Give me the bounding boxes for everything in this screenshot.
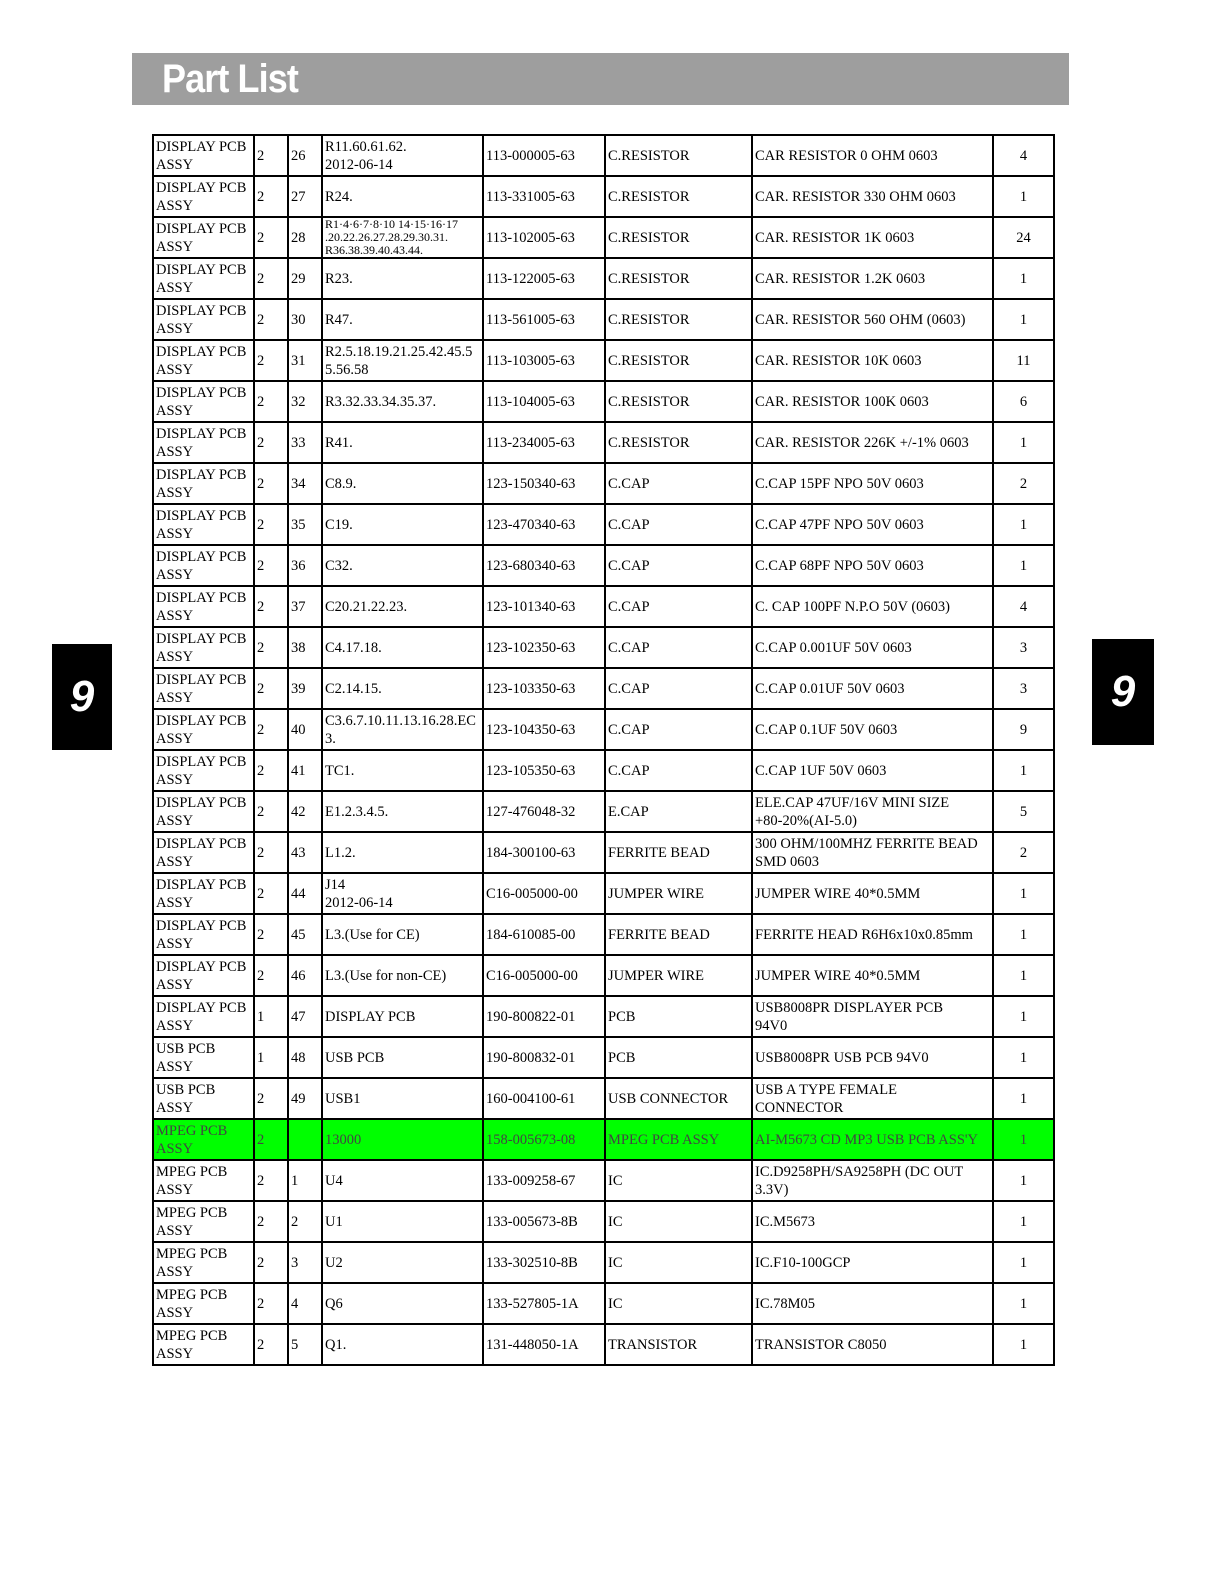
- location-cell: R11.60.61.62. 2012-06-14: [322, 135, 483, 176]
- part-number-cell: 133-302510-8B: [483, 1242, 605, 1283]
- part-number-cell: C16-005000-00: [483, 955, 605, 996]
- level-cell: 1: [254, 996, 288, 1037]
- level-cell: 2: [254, 1283, 288, 1324]
- part-type-cell: JUMPER WIRE: [605, 955, 752, 996]
- assembly-cell: DISPLAY PCB ASSY: [153, 176, 254, 217]
- part-type-cell: FERRITE BEAD: [605, 914, 752, 955]
- assembly-cell: DISPLAY PCB ASSY: [153, 135, 254, 176]
- level-cell: 2: [254, 668, 288, 709]
- part-type-cell: C.CAP: [605, 750, 752, 791]
- description-cell: TRANSISTOR C8050: [752, 1324, 993, 1365]
- item-number-cell: 44: [288, 873, 322, 914]
- part-number-cell: 123-150340-63: [483, 463, 605, 504]
- table-row: [153, 135, 1054, 176]
- level-cell: 2: [254, 1119, 288, 1160]
- part-type-cell: FERRITE BEAD: [605, 832, 752, 873]
- item-number-cell: 26: [288, 135, 322, 176]
- location-cell: E1.2.3.4.5.: [322, 791, 483, 832]
- assembly-cell: DISPLAY PCB ASSY: [153, 955, 254, 996]
- item-number-cell: 1: [288, 1160, 322, 1201]
- part-type-cell: IC: [605, 1242, 752, 1283]
- assembly-cell: MPEG PCB ASSY: [153, 1242, 254, 1283]
- part-type-cell: C.CAP: [605, 627, 752, 668]
- location-cell: U2: [322, 1242, 483, 1283]
- quantity-cell: 1: [993, 873, 1054, 914]
- item-number-cell: 36: [288, 545, 322, 586]
- location-cell: L3.(Use for CE): [322, 914, 483, 955]
- level-cell: 2: [254, 914, 288, 955]
- assembly-cell: MPEG PCB ASSY: [153, 1119, 254, 1160]
- level-cell: 2: [254, 422, 288, 463]
- location-cell: C20.21.22.23.: [322, 586, 483, 627]
- description-cell: CAR RESISTOR 0 OHM 0603: [752, 135, 993, 176]
- table-row: [153, 217, 1054, 258]
- part-type-cell: IC: [605, 1160, 752, 1201]
- assembly-cell: MPEG PCB ASSY: [153, 1160, 254, 1201]
- part-number-cell: 113-331005-63: [483, 176, 605, 217]
- item-number-cell: 32: [288, 381, 322, 422]
- location-cell: R41.: [322, 422, 483, 463]
- part-number-cell: 123-680340-63: [483, 545, 605, 586]
- assembly-cell: DISPLAY PCB ASSY: [153, 381, 254, 422]
- part-type-cell: TRANSISTOR: [605, 1324, 752, 1365]
- chapter-tab-right: 9: [1092, 639, 1154, 745]
- description-cell: 300 OHM/100MHZ FERRITE BEAD SMD 0603: [752, 832, 993, 873]
- item-number-cell: 43: [288, 832, 322, 873]
- assembly-cell: MPEG PCB ASSY: [153, 1283, 254, 1324]
- item-number-cell: 38: [288, 627, 322, 668]
- table-row: [153, 258, 1054, 299]
- location-cell: R47.: [322, 299, 483, 340]
- description-cell: CAR. RESISTOR 1.2K 0603: [752, 258, 993, 299]
- description-cell: C.CAP 68PF NPO 50V 0603: [752, 545, 993, 586]
- table-row: [153, 1324, 1054, 1365]
- quantity-cell: 1: [993, 1037, 1054, 1078]
- assembly-cell: DISPLAY PCB ASSY: [153, 340, 254, 381]
- part-number-cell: 123-103350-63: [483, 668, 605, 709]
- location-cell: U4: [322, 1160, 483, 1201]
- table-row: [153, 545, 1054, 586]
- assembly-cell: MPEG PCB ASSY: [153, 1201, 254, 1242]
- part-type-cell: C.RESISTOR: [605, 217, 752, 258]
- assembly-cell: DISPLAY PCB ASSY: [153, 668, 254, 709]
- description-cell: C. CAP 100PF N.P.O 50V (0603): [752, 586, 993, 627]
- item-number-cell: 39: [288, 668, 322, 709]
- quantity-cell: 1: [993, 545, 1054, 586]
- description-cell: JUMPER WIRE 40*0.5MM: [752, 873, 993, 914]
- quantity-cell: 24: [993, 217, 1054, 258]
- part-type-cell: C.CAP: [605, 463, 752, 504]
- assembly-cell: DISPLAY PCB ASSY: [153, 914, 254, 955]
- location-cell: C19.: [322, 504, 483, 545]
- quantity-cell: 3: [993, 668, 1054, 709]
- quantity-cell: 1: [993, 1242, 1054, 1283]
- location-cell: 13000: [322, 1119, 483, 1160]
- quantity-cell: 1: [993, 299, 1054, 340]
- description-cell: USB8008PR DISPLAYER PCB 94V0: [752, 996, 993, 1037]
- level-cell: 2: [254, 135, 288, 176]
- part-number-cell: 123-102350-63: [483, 627, 605, 668]
- description-cell: CAR. RESISTOR 226K +/-1% 0603: [752, 422, 993, 463]
- level-cell: 2: [254, 627, 288, 668]
- description-cell: CAR. RESISTOR 1K 0603: [752, 217, 993, 258]
- item-number-cell: 2: [288, 1201, 322, 1242]
- description-cell: CAR. RESISTOR 330 OHM 0603: [752, 176, 993, 217]
- assembly-cell: DISPLAY PCB ASSY: [153, 299, 254, 340]
- item-number-cell: 45: [288, 914, 322, 955]
- location-cell: R24.: [322, 176, 483, 217]
- description-cell: IC.D9258PH/SA9258PH (DC OUT 3.3V): [752, 1160, 993, 1201]
- level-cell: 2: [254, 545, 288, 586]
- description-cell: C.CAP 15PF NPO 50V 0603: [752, 463, 993, 504]
- part-type-cell: C.RESISTOR: [605, 340, 752, 381]
- item-number-cell: 49: [288, 1078, 322, 1119]
- description-cell: IC.F10-100GCP: [752, 1242, 993, 1283]
- assembly-cell: USB PCB ASSY: [153, 1037, 254, 1078]
- quantity-cell: 4: [993, 586, 1054, 627]
- description-cell: C.CAP 0.01UF 50V 0603: [752, 668, 993, 709]
- location-cell: R3.32.33.34.35.37.: [322, 381, 483, 422]
- item-number-cell: 34: [288, 463, 322, 504]
- part-type-cell: IC: [605, 1201, 752, 1242]
- part-type-cell: C.CAP: [605, 668, 752, 709]
- location-cell: USB PCB: [322, 1037, 483, 1078]
- part-type-cell: IC: [605, 1283, 752, 1324]
- location-cell: R1·4·6·7·8·10 14·15·16·17 .20.22.26.27.28.29.30.31. R36.38.39.40.43.44.: [322, 217, 483, 258]
- part-type-cell: USB CONNECTOR: [605, 1078, 752, 1119]
- quantity-cell: 1: [993, 996, 1054, 1037]
- part-type-cell: C.CAP: [605, 709, 752, 750]
- table-row: [153, 996, 1054, 1037]
- item-number-cell: [288, 1119, 322, 1160]
- description-cell: CAR. RESISTOR 100K 0603: [752, 381, 993, 422]
- description-cell: C.CAP 0.1UF 50V 0603: [752, 709, 993, 750]
- description-cell: C.CAP 1UF 50V 0603: [752, 750, 993, 791]
- table-row: [153, 1242, 1054, 1283]
- table-row: [153, 873, 1054, 914]
- description-cell: FERRITE HEAD R6H6x10x0.85mm: [752, 914, 993, 955]
- part-type-cell: C.RESISTOR: [605, 381, 752, 422]
- level-cell: 2: [254, 299, 288, 340]
- location-cell: R23.: [322, 258, 483, 299]
- assembly-cell: DISPLAY PCB ASSY: [153, 586, 254, 627]
- quantity-cell: 1: [993, 422, 1054, 463]
- table-row: [153, 914, 1054, 955]
- table-row: [153, 955, 1054, 996]
- part-number-cell: 158-005673-08: [483, 1119, 605, 1160]
- assembly-cell: DISPLAY PCB ASSY: [153, 627, 254, 668]
- item-number-cell: 28: [288, 217, 322, 258]
- table-row: [153, 340, 1054, 381]
- location-cell: USB1: [322, 1078, 483, 1119]
- description-cell: AI-M5673 CD MP3 USB PCB ASS'Y: [752, 1119, 993, 1160]
- table-row: [153, 709, 1054, 750]
- part-number-cell: 123-104350-63: [483, 709, 605, 750]
- location-cell: TC1.: [322, 750, 483, 791]
- location-cell: L1.2.: [322, 832, 483, 873]
- location-cell: C3.6.7.10.11.13.16.28.EC 3.: [322, 709, 483, 750]
- location-cell: C2.14.15.: [322, 668, 483, 709]
- description-cell: CAR. RESISTOR 560 OHM (0603): [752, 299, 993, 340]
- assembly-cell: MPEG PCB ASSY: [153, 1324, 254, 1365]
- level-cell: 2: [254, 750, 288, 791]
- level-cell: 2: [254, 1242, 288, 1283]
- description-cell: C.CAP 47PF NPO 50V 0603: [752, 504, 993, 545]
- part-number-cell: 190-800822-01: [483, 996, 605, 1037]
- part-number-cell: 123-105350-63: [483, 750, 605, 791]
- description-cell: C.CAP 0.001UF 50V 0603: [752, 627, 993, 668]
- quantity-cell: 2: [993, 463, 1054, 504]
- quantity-cell: 1: [993, 176, 1054, 217]
- level-cell: 2: [254, 709, 288, 750]
- part-number-cell: 113-000005-63: [483, 135, 605, 176]
- part-type-cell: C.RESISTOR: [605, 258, 752, 299]
- item-number-cell: 42: [288, 791, 322, 832]
- table-row: [153, 504, 1054, 545]
- quantity-cell: 1: [993, 1160, 1054, 1201]
- item-number-cell: 37: [288, 586, 322, 627]
- quantity-cell: 1: [993, 1201, 1054, 1242]
- item-number-cell: 35: [288, 504, 322, 545]
- part-list-table: [152, 134, 1055, 1366]
- table-row: [153, 791, 1054, 832]
- part-number-cell: 123-101340-63: [483, 586, 605, 627]
- assembly-cell: DISPLAY PCB ASSY: [153, 422, 254, 463]
- item-number-cell: 48: [288, 1037, 322, 1078]
- level-cell: 2: [254, 504, 288, 545]
- page-title: Part List: [162, 57, 298, 101]
- part-type-cell: E.CAP: [605, 791, 752, 832]
- level-cell: 2: [254, 1160, 288, 1201]
- location-cell: U1: [322, 1201, 483, 1242]
- part-number-cell: 113-102005-63: [483, 217, 605, 258]
- level-cell: 2: [254, 1324, 288, 1365]
- table-row: [153, 176, 1054, 217]
- part-number-cell: 113-103005-63: [483, 340, 605, 381]
- part-number-cell: C16-005000-00: [483, 873, 605, 914]
- description-cell: JUMPER WIRE 40*0.5MM: [752, 955, 993, 996]
- quantity-cell: 6: [993, 381, 1054, 422]
- part-number-cell: 131-448050-1A: [483, 1324, 605, 1365]
- item-number-cell: 30: [288, 299, 322, 340]
- assembly-cell: DISPLAY PCB ASSY: [153, 709, 254, 750]
- level-cell: 2: [254, 955, 288, 996]
- assembly-cell: DISPLAY PCB ASSY: [153, 463, 254, 504]
- item-number-cell: 5: [288, 1324, 322, 1365]
- level-cell: 2: [254, 791, 288, 832]
- assembly-cell: DISPLAY PCB ASSY: [153, 504, 254, 545]
- description-cell: IC.M5673: [752, 1201, 993, 1242]
- part-number-cell: 190-800832-01: [483, 1037, 605, 1078]
- table-row: [153, 1037, 1054, 1078]
- level-cell: 2: [254, 340, 288, 381]
- table-row: [153, 1119, 1054, 1160]
- part-type-cell: C.CAP: [605, 504, 752, 545]
- item-number-cell: 40: [288, 709, 322, 750]
- item-number-cell: 31: [288, 340, 322, 381]
- location-cell: Q6: [322, 1283, 483, 1324]
- level-cell: 2: [254, 586, 288, 627]
- part-type-cell: JUMPER WIRE: [605, 873, 752, 914]
- chapter-tab-left: 9: [52, 644, 112, 750]
- assembly-cell: DISPLAY PCB ASSY: [153, 545, 254, 586]
- part-number-cell: 123-470340-63: [483, 504, 605, 545]
- part-type-cell: C.RESISTOR: [605, 176, 752, 217]
- description-cell: CAR. RESISTOR 10K 0603: [752, 340, 993, 381]
- quantity-cell: 2: [993, 832, 1054, 873]
- part-number-cell: 113-561005-63: [483, 299, 605, 340]
- item-number-cell: 29: [288, 258, 322, 299]
- quantity-cell: 1: [993, 914, 1054, 955]
- level-cell: 2: [254, 381, 288, 422]
- level-cell: 2: [254, 1078, 288, 1119]
- table-row: [153, 463, 1054, 504]
- part-number-cell: 113-234005-63: [483, 422, 605, 463]
- part-type-cell: PCB: [605, 996, 752, 1037]
- item-number-cell: 33: [288, 422, 322, 463]
- level-cell: 2: [254, 1201, 288, 1242]
- assembly-cell: DISPLAY PCB ASSY: [153, 217, 254, 258]
- description-cell: IC.78M05: [752, 1283, 993, 1324]
- part-number-cell: 133-009258-67: [483, 1160, 605, 1201]
- assembly-cell: DISPLAY PCB ASSY: [153, 832, 254, 873]
- part-type-cell: C.CAP: [605, 586, 752, 627]
- table-row: [153, 586, 1054, 627]
- quantity-cell: 1: [993, 955, 1054, 996]
- table-row: [153, 832, 1054, 873]
- part-type-cell: C.RESISTOR: [605, 422, 752, 463]
- quantity-cell: 5: [993, 791, 1054, 832]
- location-cell: C4.17.18.: [322, 627, 483, 668]
- table-row: [153, 422, 1054, 463]
- part-number-cell: 133-005673-8B: [483, 1201, 605, 1242]
- part-number-cell: 160-004100-61: [483, 1078, 605, 1119]
- assembly-cell: DISPLAY PCB ASSY: [153, 258, 254, 299]
- table-row: [153, 381, 1054, 422]
- table-row: [153, 627, 1054, 668]
- table-row: [153, 299, 1054, 340]
- level-cell: 2: [254, 176, 288, 217]
- item-number-cell: 4: [288, 1283, 322, 1324]
- assembly-cell: DISPLAY PCB ASSY: [153, 996, 254, 1037]
- location-cell: J14 2012-06-14: [322, 873, 483, 914]
- part-number-cell: 184-300100-63: [483, 832, 605, 873]
- item-number-cell: 3: [288, 1242, 322, 1283]
- part-type-cell: C.RESISTOR: [605, 299, 752, 340]
- assembly-cell: DISPLAY PCB ASSY: [153, 750, 254, 791]
- quantity-cell: 1: [993, 504, 1054, 545]
- quantity-cell: 1: [993, 1283, 1054, 1324]
- location-cell: C32.: [322, 545, 483, 586]
- level-cell: 1: [254, 1037, 288, 1078]
- quantity-cell: 3: [993, 627, 1054, 668]
- part-type-cell: C.CAP: [605, 545, 752, 586]
- part-number-cell: 113-122005-63: [483, 258, 605, 299]
- level-cell: 2: [254, 873, 288, 914]
- location-cell: R2.5.18.19.21.25.42.45.5 5.56.58: [322, 340, 483, 381]
- table-row: [153, 750, 1054, 791]
- part-list-body: [153, 135, 1054, 1365]
- item-number-cell: 47: [288, 996, 322, 1037]
- table-row: [153, 1078, 1054, 1119]
- table-row: [153, 1283, 1054, 1324]
- location-cell: L3.(Use for non-CE): [322, 955, 483, 996]
- quantity-cell: 4: [993, 135, 1054, 176]
- description-cell: USB8008PR USB PCB 94V0: [752, 1037, 993, 1078]
- quantity-cell: 1: [993, 1324, 1054, 1365]
- part-type-cell: MPEG PCB ASSY: [605, 1119, 752, 1160]
- level-cell: 2: [254, 463, 288, 504]
- part-number-cell: 133-527805-1A: [483, 1283, 605, 1324]
- assembly-cell: USB PCB ASSY: [153, 1078, 254, 1119]
- part-number-cell: 127-476048-32: [483, 791, 605, 832]
- quantity-cell: 1: [993, 1078, 1054, 1119]
- quantity-cell: 1: [993, 258, 1054, 299]
- description-cell: USB A TYPE FEMALE CONNECTOR: [752, 1078, 993, 1119]
- level-cell: 2: [254, 832, 288, 873]
- part-type-cell: C.RESISTOR: [605, 135, 752, 176]
- location-cell: C8.9.: [322, 463, 483, 504]
- assembly-cell: DISPLAY PCB ASSY: [153, 791, 254, 832]
- part-number-cell: 113-104005-63: [483, 381, 605, 422]
- item-number-cell: 27: [288, 176, 322, 217]
- location-cell: Q1.: [322, 1324, 483, 1365]
- quantity-cell: 9: [993, 709, 1054, 750]
- level-cell: 2: [254, 258, 288, 299]
- table-row: [153, 668, 1054, 709]
- header-bar: [132, 53, 1069, 105]
- item-number-cell: 41: [288, 750, 322, 791]
- assembly-cell: DISPLAY PCB ASSY: [153, 873, 254, 914]
- quantity-cell: 1: [993, 750, 1054, 791]
- table-row: [153, 1201, 1054, 1242]
- level-cell: 2: [254, 217, 288, 258]
- part-type-cell: PCB: [605, 1037, 752, 1078]
- table-row: [153, 1160, 1054, 1201]
- description-cell: ELE.CAP 47UF/16V MINI SIZE +80-20%(AI-5.0): [752, 791, 993, 832]
- quantity-cell: 1: [993, 1119, 1054, 1160]
- part-number-cell: 184-610085-00: [483, 914, 605, 955]
- location-cell: DISPLAY PCB: [322, 996, 483, 1037]
- quantity-cell: 11: [993, 340, 1054, 381]
- item-number-cell: 46: [288, 955, 322, 996]
